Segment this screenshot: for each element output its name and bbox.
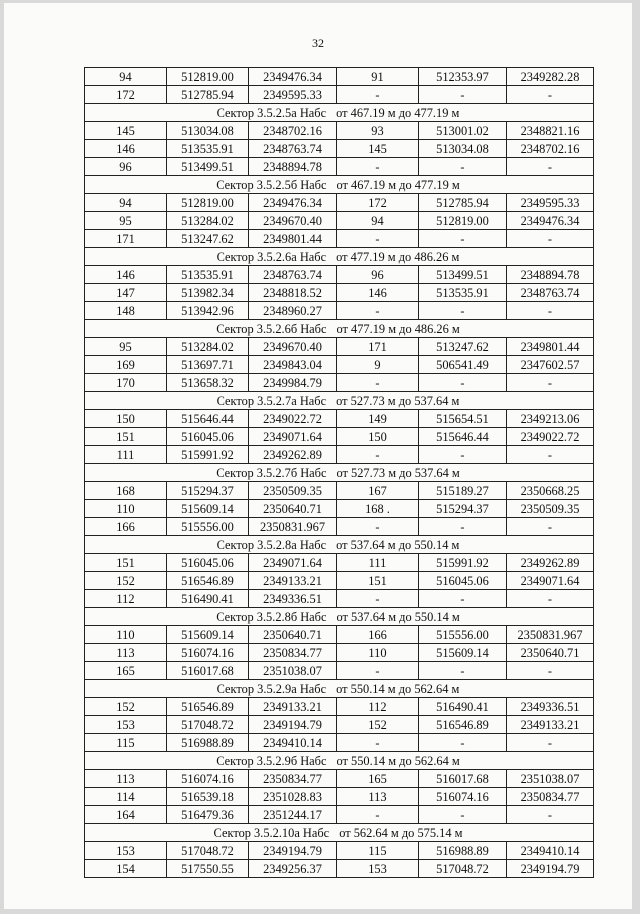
table-cell: 516074.16 [167,644,249,662]
table-cell: - [337,230,419,248]
table-cell: 2350509.35 [507,500,594,518]
table-cell: 2348702.16 [249,122,337,140]
table-cell: 2349282.28 [507,68,594,86]
table-cell: 113 [85,770,167,788]
table-cell: 2351028.83 [249,788,337,806]
table-cell: - [419,734,507,752]
table-cell: - [337,158,419,176]
table-cell: 113 [85,644,167,662]
table-cell: 515294.37 [419,500,507,518]
table-cell: 516074.16 [167,770,249,788]
table-cell: 513942.96 [167,302,249,320]
table-cell: 516988.89 [419,842,507,860]
table-cell: 171 [337,338,419,356]
sector-header-row [85,824,594,842]
table-cell: 146 [85,140,167,158]
table-cell: 2349071.64 [249,428,337,446]
table-cell: 111 [85,446,167,464]
table-cell: 513982.34 [167,284,249,302]
table-cell: - [419,374,507,392]
table-cell: 150 [85,410,167,428]
table-cell: 94 [337,212,419,230]
table-cell: - [507,158,594,176]
table-cell: 2347602.57 [507,356,594,374]
table-cell: 516490.41 [167,590,249,608]
table-cell: - [507,446,594,464]
sector-header-cell [85,680,594,698]
coordinates-table-body [85,68,594,878]
table-cell: 2350834.77 [249,770,337,788]
table-cell: - [419,518,507,536]
sector-header-cell [85,824,594,842]
table-cell: 2349022.72 [249,410,337,428]
table-cell: 110 [85,626,167,644]
table-cell: 515556.00 [167,518,249,536]
table-cell: 2348763.74 [249,140,337,158]
sector-header-row [85,608,594,626]
table-row [85,158,594,176]
table-cell: 515991.92 [419,554,507,572]
table-cell: 153 [85,842,167,860]
table-row [85,86,594,104]
table-cell: - [337,734,419,752]
table-cell: 2349476.34 [507,212,594,230]
table-row [85,428,594,446]
table-row [85,770,594,788]
table-cell: 516490.41 [419,698,507,716]
table-row [85,338,594,356]
table-cell: 515991.92 [167,446,249,464]
table-cell: 516546.89 [419,716,507,734]
table-cell: 2349476.34 [249,194,337,212]
table-row [85,212,594,230]
table-row [85,140,594,158]
table-cell: 513658.32 [167,374,249,392]
table-cell: 515609.14 [167,500,249,518]
table-cell: - [507,230,594,248]
table-cell: - [507,806,594,824]
sector-header-cell [85,320,594,338]
table-cell: 2348702.16 [507,140,594,158]
table-cell: 512819.00 [167,68,249,86]
table-cell: 168 [85,482,167,500]
table-cell: 165 [337,770,419,788]
table-cell: 111 [337,554,419,572]
table-cell: - [419,590,507,608]
table-cell: 115 [337,842,419,860]
table-cell: 2349336.51 [249,590,337,608]
table-row [85,842,594,860]
table-cell: 515294.37 [167,482,249,500]
sector-range: от 477.19 м до 486.26 м [336,321,460,336]
table-row [85,356,594,374]
table-row [85,446,594,464]
table-cell: 2348894.78 [507,266,594,284]
table-cell: 2350834.77 [249,644,337,662]
sector-range: от 562.64 м до 575.14 м [339,825,463,840]
table-cell: 506541.49 [419,356,507,374]
sector-header-row [85,392,594,410]
table-cell: 516074.16 [419,788,507,806]
table-cell: 513034.08 [167,122,249,140]
table-cell: - [419,86,507,104]
page-number: 32 [312,36,324,50]
table-cell: 513499.51 [419,266,507,284]
table-cell: 2349595.33 [507,194,594,212]
table-cell: 96 [85,158,167,176]
sector-title: Сектор 3.5.2.9а Набс [216,681,327,696]
table-cell: 2350834.77 [507,788,594,806]
table-cell: 145 [85,122,167,140]
table-cell: 94 [85,194,167,212]
table-cell: 2349213.06 [507,410,594,428]
table-cell: 2350640.71 [249,500,337,518]
sector-header-row [85,680,594,698]
table-cell: 2350640.71 [249,626,337,644]
table-cell: - [337,302,419,320]
sector-header-row [85,464,594,482]
table-cell: 113 [337,788,419,806]
table-cell: 2348821.16 [507,122,594,140]
sector-range: от 537.64 м до 550.14 м [336,609,460,624]
table-cell: 515189.27 [419,482,507,500]
table-cell: - [419,806,507,824]
table-cell: 145 [337,140,419,158]
sector-title: Сектор 3.5.2.5а Набс [216,105,327,120]
table-cell: 2349262.89 [249,446,337,464]
sector-header-row [85,536,594,554]
table-row [85,482,594,500]
sector-title: Сектор 3.5.2.6а Набс [216,249,327,264]
table-cell: 95 [85,338,167,356]
table-row [85,374,594,392]
table-cell: 2350668.25 [507,482,594,500]
table-cell: 513247.62 [419,338,507,356]
table-cell: 513499.51 [167,158,249,176]
table-cell: 2349194.79 [507,860,594,878]
table-cell: 115 [85,734,167,752]
sector-header-cell [85,104,594,122]
table-cell: 2349843.04 [249,356,337,374]
table-cell: 2349801.44 [507,338,594,356]
table-cell: 516045.06 [419,572,507,590]
table-cell: 146 [337,284,419,302]
table-cell: 2349410.14 [507,842,594,860]
table-cell: 2349410.14 [249,734,337,752]
table-cell: 152 [85,572,167,590]
table-cell: 517048.72 [419,860,507,878]
table-row [85,698,594,716]
sector-header-cell [85,752,594,770]
sector-header-row [85,248,594,266]
table-row [85,734,594,752]
table-cell: - [337,518,419,536]
table-cell: 91 [337,68,419,86]
table-cell: - [419,158,507,176]
table-row [85,266,594,284]
table-cell: 516045.06 [167,554,249,572]
table-cell: 512353.97 [419,68,507,86]
table-cell: 147 [85,284,167,302]
table-cell: - [419,446,507,464]
sector-range: от 527.73 м до 537.64 м [336,465,460,480]
table-cell: - [507,734,594,752]
table-cell: - [507,518,594,536]
table-cell: 2348960.27 [249,302,337,320]
sector-title: Сектор 3.5.2.7б Набс [216,465,327,480]
table-row [85,410,594,428]
table-cell: 166 [85,518,167,536]
table-cell: 170 [85,374,167,392]
table-cell: 513535.91 [167,140,249,158]
table-cell: - [507,374,594,392]
table-cell: 164 [85,806,167,824]
table-cell: 167 [337,482,419,500]
table-cell: 2349071.64 [249,554,337,572]
table-cell: 152 [337,716,419,734]
table-cell: 2349133.21 [249,572,337,590]
table-cell: 2351038.07 [249,662,337,680]
table-row [85,122,594,140]
table-cell: 153 [85,716,167,734]
table-cell: - [507,302,594,320]
table-cell: 516546.89 [167,572,249,590]
table-cell: 512785.94 [167,86,249,104]
table-cell: 114 [85,788,167,806]
sector-header-cell [85,608,594,626]
table-cell: 2349984.79 [249,374,337,392]
table-cell: 149 [337,410,419,428]
table-cell: - [337,806,419,824]
table-cell: 2349262.89 [507,554,594,572]
table-cell: 110 [85,500,167,518]
table-cell: 517048.72 [167,716,249,734]
table-cell: - [507,662,594,680]
table-cell: 94 [85,68,167,86]
table-cell: 513034.08 [419,140,507,158]
table-cell: 165 [85,662,167,680]
table-row [85,716,594,734]
sector-header-row [85,176,594,194]
sector-range: от 467.19 м до 477.19 м [336,177,460,192]
table-cell: 110 [337,644,419,662]
table-row [85,500,594,518]
table-row [85,788,594,806]
table-cell: 166 [337,626,419,644]
sector-header-cell [85,176,594,194]
table-cell: 515609.14 [419,644,507,662]
table-row [85,518,594,536]
table-cell: - [337,590,419,608]
table-cell: 515556.00 [419,626,507,644]
table-cell: 2349133.21 [249,698,337,716]
table-cell: 148 [85,302,167,320]
table-cell: 151 [85,428,167,446]
table-row [85,302,594,320]
table-cell: 516479.36 [167,806,249,824]
table-cell: 2349194.79 [249,842,337,860]
table-cell: 513284.02 [167,338,249,356]
table-cell: 2350831.967 [507,626,594,644]
table-cell: 516017.68 [419,770,507,788]
sector-title: Сектор 3.5.2.7а Набс [216,393,327,408]
table-cell: 2348894.78 [249,158,337,176]
table-cell: 2349133.21 [507,716,594,734]
table-cell: - [419,230,507,248]
table-row [85,860,594,878]
table-cell: - [507,86,594,104]
table-cell: 172 [337,194,419,212]
table-cell: 168 . [337,500,419,518]
table-cell: 9 [337,356,419,374]
table-cell: 513697.71 [167,356,249,374]
table-cell: 2349194.79 [249,716,337,734]
table-cell: 152 [85,698,167,716]
sector-range: от 467.19 м до 477.19 м [336,105,460,120]
table-row [85,644,594,662]
table-cell: 93 [337,122,419,140]
table-cell: 95 [85,212,167,230]
sector-title: Сектор 3.5.2.8б Набс [216,609,327,624]
table-cell: 2350509.35 [249,482,337,500]
table-cell: 2349670.40 [249,338,337,356]
table-cell: 2349022.72 [507,428,594,446]
sector-title: Сектор 3.5.2.9б Набс [216,753,327,768]
table-cell: - [507,590,594,608]
table-cell: 2349071.64 [507,572,594,590]
table-cell: 153 [337,860,419,878]
sector-header-row [85,752,594,770]
table-row [85,230,594,248]
sector-range: от 550.14 м до 562.64 м [336,753,460,768]
table-cell: 2351038.07 [507,770,594,788]
sector-range: от 527.73 м до 537.64 м [336,393,460,408]
table-cell: 513535.91 [419,284,507,302]
table-cell: 517550.55 [167,860,249,878]
table-cell: - [337,662,419,680]
table-cell: 2349595.33 [249,86,337,104]
table-cell: 96 [337,266,419,284]
table-cell: 154 [85,860,167,878]
table-cell: 517048.72 [167,842,249,860]
table-cell: 146 [85,266,167,284]
table-cell: - [419,662,507,680]
table-cell: 151 [85,554,167,572]
table-cell: 2349670.40 [249,212,337,230]
table-cell: 2348763.74 [249,266,337,284]
table-cell: - [337,86,419,104]
sector-title: Сектор 3.5.2.6б Набс [216,321,327,336]
table-cell: 2349801.44 [249,230,337,248]
table-cell: - [419,302,507,320]
table-cell: 2349476.34 [249,68,337,86]
table-cell: 171 [85,230,167,248]
table-row [85,284,594,302]
table-cell: - [337,374,419,392]
sector-header-cell [85,392,594,410]
sector-header-row [85,320,594,338]
table-cell: 516017.68 [167,662,249,680]
table-cell: 516539.18 [167,788,249,806]
sector-header-row [85,104,594,122]
table-row [85,590,594,608]
table-cell: 516988.89 [167,734,249,752]
table-row [85,662,594,680]
table-row [85,572,594,590]
table-cell: 513284.02 [167,212,249,230]
table-cell: 516546.89 [167,698,249,716]
table-cell: 2349256.37 [249,860,337,878]
table-cell: 515646.44 [167,410,249,428]
table-cell: 2350831.967 [249,518,337,536]
table-row [85,626,594,644]
sector-range: от 537.64 м до 550.14 м [336,537,460,552]
table-cell: 151 [337,572,419,590]
table-cell: 2348818.52 [249,284,337,302]
table-cell: 2349336.51 [507,698,594,716]
table-cell: 512819.00 [419,212,507,230]
sector-header-cell [85,248,594,266]
table-cell: 172 [85,86,167,104]
sector-title: Сектор 3.5.2.5б Набс [216,177,327,192]
table-cell: 2348763.74 [507,284,594,302]
table-cell: 515654.51 [419,410,507,428]
table-cell: 512819.00 [167,194,249,212]
table-cell: 512785.94 [419,194,507,212]
table-cell: 516045.06 [167,428,249,446]
table-cell: 515646.44 [419,428,507,446]
table-cell: 513001.02 [419,122,507,140]
sector-title: Сектор 3.5.2.10а Набс [213,825,330,840]
table-row [85,194,594,212]
sector-title: Сектор 3.5.2.8а Набс [216,537,327,552]
table-cell: 513247.62 [167,230,249,248]
table-cell: 513535.91 [167,266,249,284]
table-cell: 2350640.71 [507,644,594,662]
document-page [4,3,632,909]
table-cell: 112 [85,590,167,608]
table-cell: 515609.14 [167,626,249,644]
sector-range: от 477.19 м до 486.26 м [336,249,460,264]
table-row [85,554,594,572]
table-cell: 169 [85,356,167,374]
coordinates-table [84,67,594,878]
table-cell: 112 [337,698,419,716]
sector-header-cell [85,464,594,482]
table-row [85,806,594,824]
table-cell: 2351244.17 [249,806,337,824]
table-cell: - [337,446,419,464]
sector-header-cell [85,536,594,554]
table-row [85,68,594,86]
sector-range: от 550.14 м до 562.64 м [336,681,460,696]
table-cell: 150 [337,428,419,446]
